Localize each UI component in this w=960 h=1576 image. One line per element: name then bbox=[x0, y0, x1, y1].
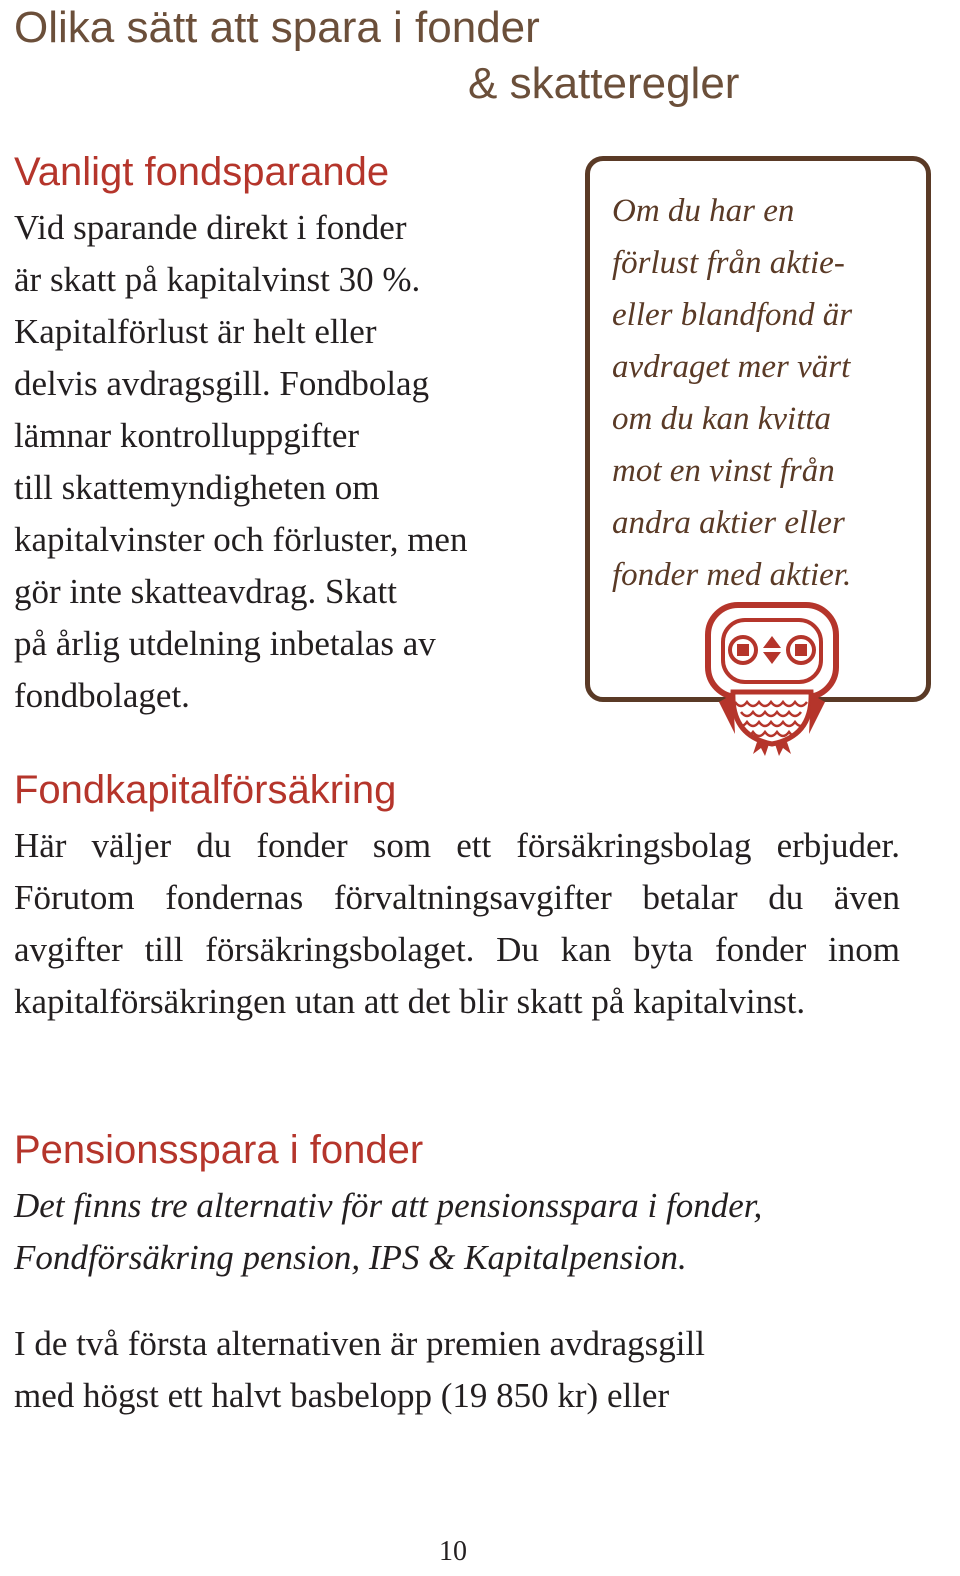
owl-icon bbox=[705, 602, 839, 758]
paragraph-pensionsspara-intro: Det finns tre alternativ för att pensionsspara i fonder, Fondförsäkring pension, IPS & Kapitalpension. bbox=[14, 1186, 763, 1277]
page-title-line-2: & skatteregler bbox=[468, 59, 740, 108]
callout-text: Om du har en förlust från aktie- eller blandfond är avdraget mer värt om du kan kvitta mot en vinst från andra aktier eller fonder med aktier. bbox=[612, 193, 853, 593]
heading-vanligt-fondsparande: Vanligt fondsparande bbox=[14, 150, 390, 194]
paragraph-fondkapitalforsakring: Här väljer du fonder som ett försäkringsbolag erbjuder. Förutom fondernas förvaltningsavgifter betalar du även avgifter till försäkringsbolaget. Du kan byta fonder inom kapitalförsäkringen utan att det blir skatt på kapitalvinst. bbox=[14, 826, 900, 1021]
heading-pensionsspara: Pensionsspara i fonder bbox=[14, 1128, 424, 1172]
paragraph-vanligt-fondsparande: Vid sparande direkt i fonder är skatt på kapitalvinst 30 %. Kapitalförlust är helt eller delvis avdragsgill. Fondbolag lämnar kontrolluppgifter till skattemyndigheten om kapitalvinster och förluster, men gör inte skatteavdrag. Skatt på årlig utdelning inbetalas av fondbolaget. bbox=[14, 208, 468, 715]
page-number: 10 bbox=[439, 1536, 467, 1567]
heading-fondkapitalforsakring: Fondkapitalförsäkring bbox=[14, 768, 397, 812]
page-title-line-1: Olika sätt att spara i fonder bbox=[14, 3, 540, 52]
paragraph-pensionsspara: I de två första alternativen är premien avdragsgill med högst ett halvt basbelopp (19 850 kr) eller bbox=[14, 1324, 705, 1415]
